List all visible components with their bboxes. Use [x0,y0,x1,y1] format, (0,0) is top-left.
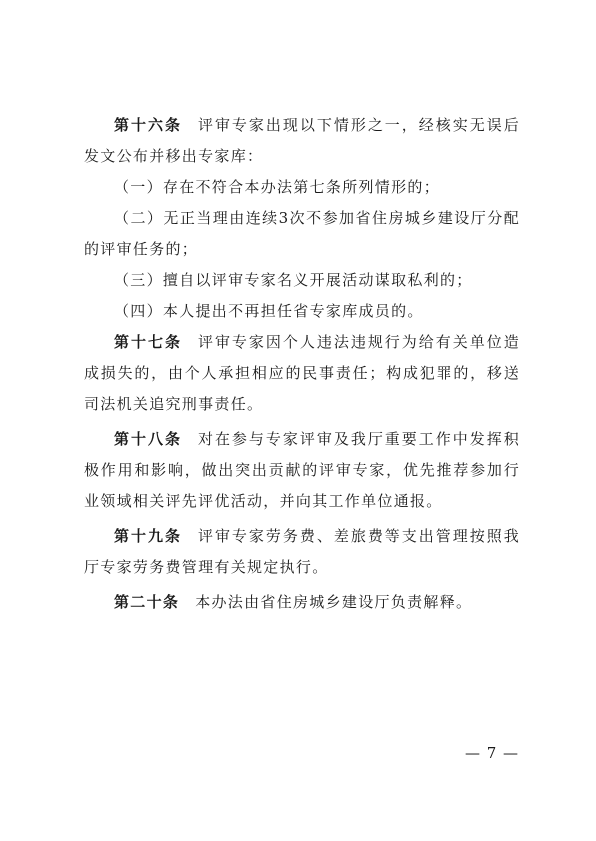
article-20-text: 本办法由省住房城乡建设厅负责解释。 [195,593,473,611]
article-18-text: 对在参与专家评审及我厅重要工作中发挥积极作用和影响，做出突出贡献的评审专家，优先推荐参加行业领域相关评先评优活动，并向其工作单位通报。 [84,430,521,510]
article-16-item-2 [84,203,520,265]
article-17-paragraph [84,327,520,420]
article-18-paragraph [84,424,520,517]
article-16-text: 评审专家出现以下情形之一，经核实无误后发文公布并移出专家库： [84,116,521,165]
article-19-paragraph [84,521,520,583]
page-number: — 7 — [464,744,520,762]
article-19-text: 评审专家劳务费、差旅费等支出管理按照我厅专家劳务费管理有关规定执行。 [84,527,521,576]
article-18-heading: 第十八条 [114,430,182,448]
article-20-heading: 第二十条 [114,593,180,611]
article-16-item-3 [84,265,520,296]
article-19-heading: 第十九条 [114,527,182,545]
article-16-paragraph [84,110,520,172]
article-16-item-4-text: （四）本人提出不再担任省专家库成员的。 [114,302,424,320]
document-body [84,110,520,618]
article-16-item-2-text: （二）无正当理由连续3次不参加省住房城乡建设厅分配的评审任务的； [84,209,520,258]
article-17-text: 评审专家因个人违法违规行为给有关单位造成损失的，由个人承担相应的民事责任；构成犯罪的，移送司法机关追究刑事责任。 [84,333,521,413]
article-16-heading: 第十六条 [114,116,182,134]
article-20-paragraph [84,587,520,618]
article-17-heading: 第十七条 [114,333,182,351]
article-16-item-1 [84,172,520,203]
article-16-item-4 [84,296,520,327]
article-16-item-1-text: （一）存在不符合本办法第七条所列情形的； [114,178,441,196]
article-16-item-3-text: （三）擅自以评审专家名义开展活动谋取私利的； [114,271,473,289]
